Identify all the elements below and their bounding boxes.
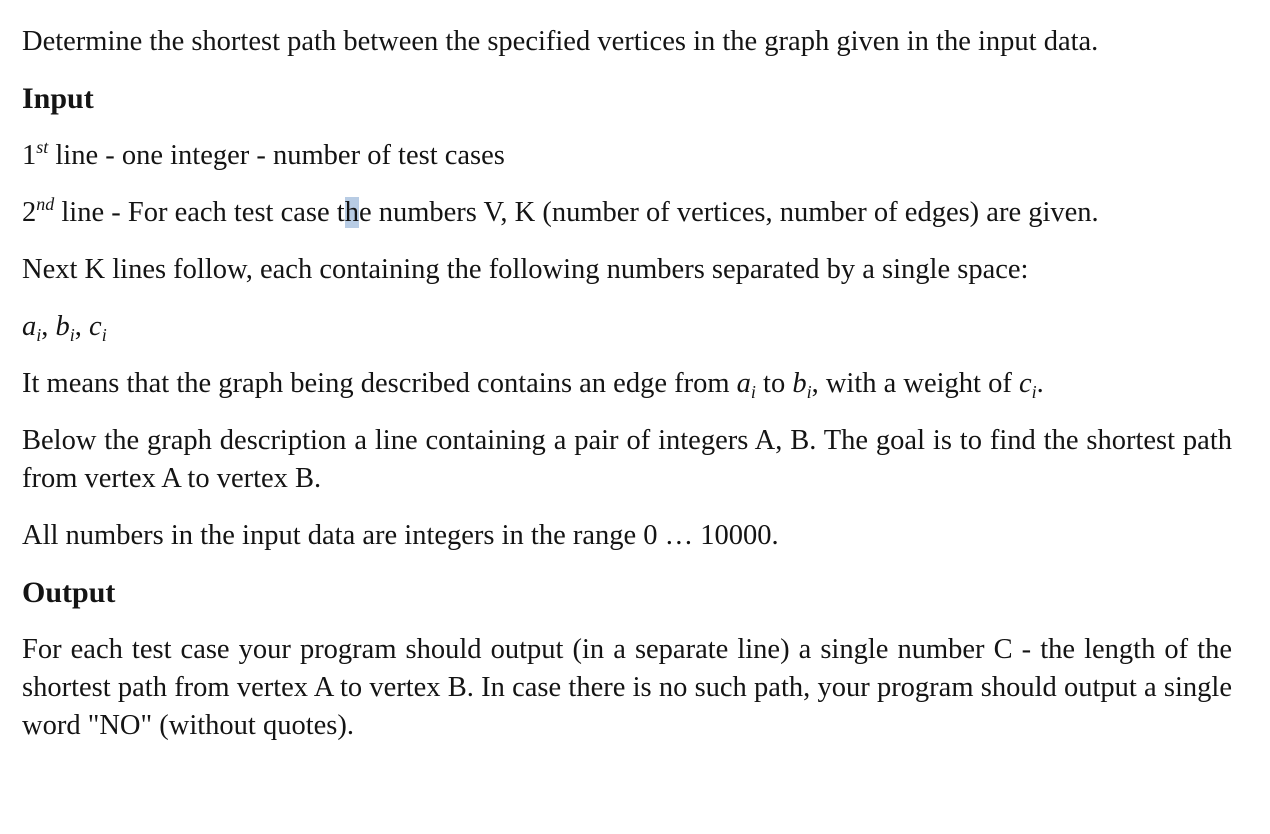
math-index: i bbox=[36, 325, 42, 345]
text-selection[interactable]: h bbox=[344, 197, 359, 228]
range-value: 0 … 10000 bbox=[643, 520, 772, 551]
line-text: line - For each test case t bbox=[54, 197, 345, 228]
output-paragraph: For each test case your program should output (in a separate line) a single number C - the length of the shortest path from vertex A to vertex B. In case there is no such path, your program should output a single word "NO" (without quotes). bbox=[22, 634, 1232, 741]
edge-formula bbox=[22, 308, 1232, 346]
meaning-text: . bbox=[1036, 368, 1044, 399]
math-b: b bbox=[792, 368, 807, 399]
ordinal-suffix: nd bbox=[36, 194, 55, 214]
math-index: i bbox=[806, 382, 812, 402]
math-separator: , bbox=[41, 311, 56, 342]
meaning-text: , with a weight of bbox=[811, 368, 1019, 399]
range-text: All numbers in the input data are integers in the range bbox=[22, 520, 644, 551]
below-paragraph: Below the graph description a line containing a pair of integers A, B. The goal is to find the shortest path from vertex A to vertex B. bbox=[22, 425, 1232, 494]
line-text: line - one integer - number of test cases bbox=[48, 140, 505, 171]
output-heading: Output bbox=[22, 576, 116, 609]
meaning-text: to bbox=[755, 368, 793, 399]
math-index: i bbox=[69, 325, 75, 345]
problem-statement bbox=[22, 23, 1232, 764]
input-heading: Input bbox=[22, 82, 94, 115]
math-index: i bbox=[1031, 382, 1037, 402]
meaning-paragraph bbox=[22, 365, 1232, 403]
next-lines-paragraph: Next K lines follow, each containing the following numbers separated by a single space: bbox=[22, 254, 1029, 285]
math-index: i bbox=[101, 325, 107, 345]
math-index: i bbox=[750, 382, 756, 402]
input-line-2 bbox=[22, 194, 1232, 232]
math-separator: , bbox=[74, 311, 90, 342]
intro-paragraph: Determine the shortest path between the specified vertices in the graph given in the input data. bbox=[22, 26, 1099, 57]
math-b: b bbox=[55, 311, 70, 342]
math-a: a bbox=[22, 311, 37, 342]
input-line-1 bbox=[22, 137, 1232, 175]
math-c: c bbox=[1018, 368, 1032, 399]
math-a: a bbox=[736, 368, 751, 399]
ordinal-suffix: st bbox=[36, 137, 49, 157]
math-c: c bbox=[89, 311, 102, 342]
meaning-text: It means that the graph being described contains an edge from bbox=[22, 368, 737, 399]
range-text: . bbox=[771, 520, 779, 551]
line-text: e numbers V, K (number of vertices, number of edges) are given. bbox=[358, 197, 1099, 228]
ordinal-number: 2 bbox=[22, 197, 37, 228]
range-paragraph bbox=[22, 517, 1232, 555]
ordinal-number: 1 bbox=[22, 140, 37, 171]
